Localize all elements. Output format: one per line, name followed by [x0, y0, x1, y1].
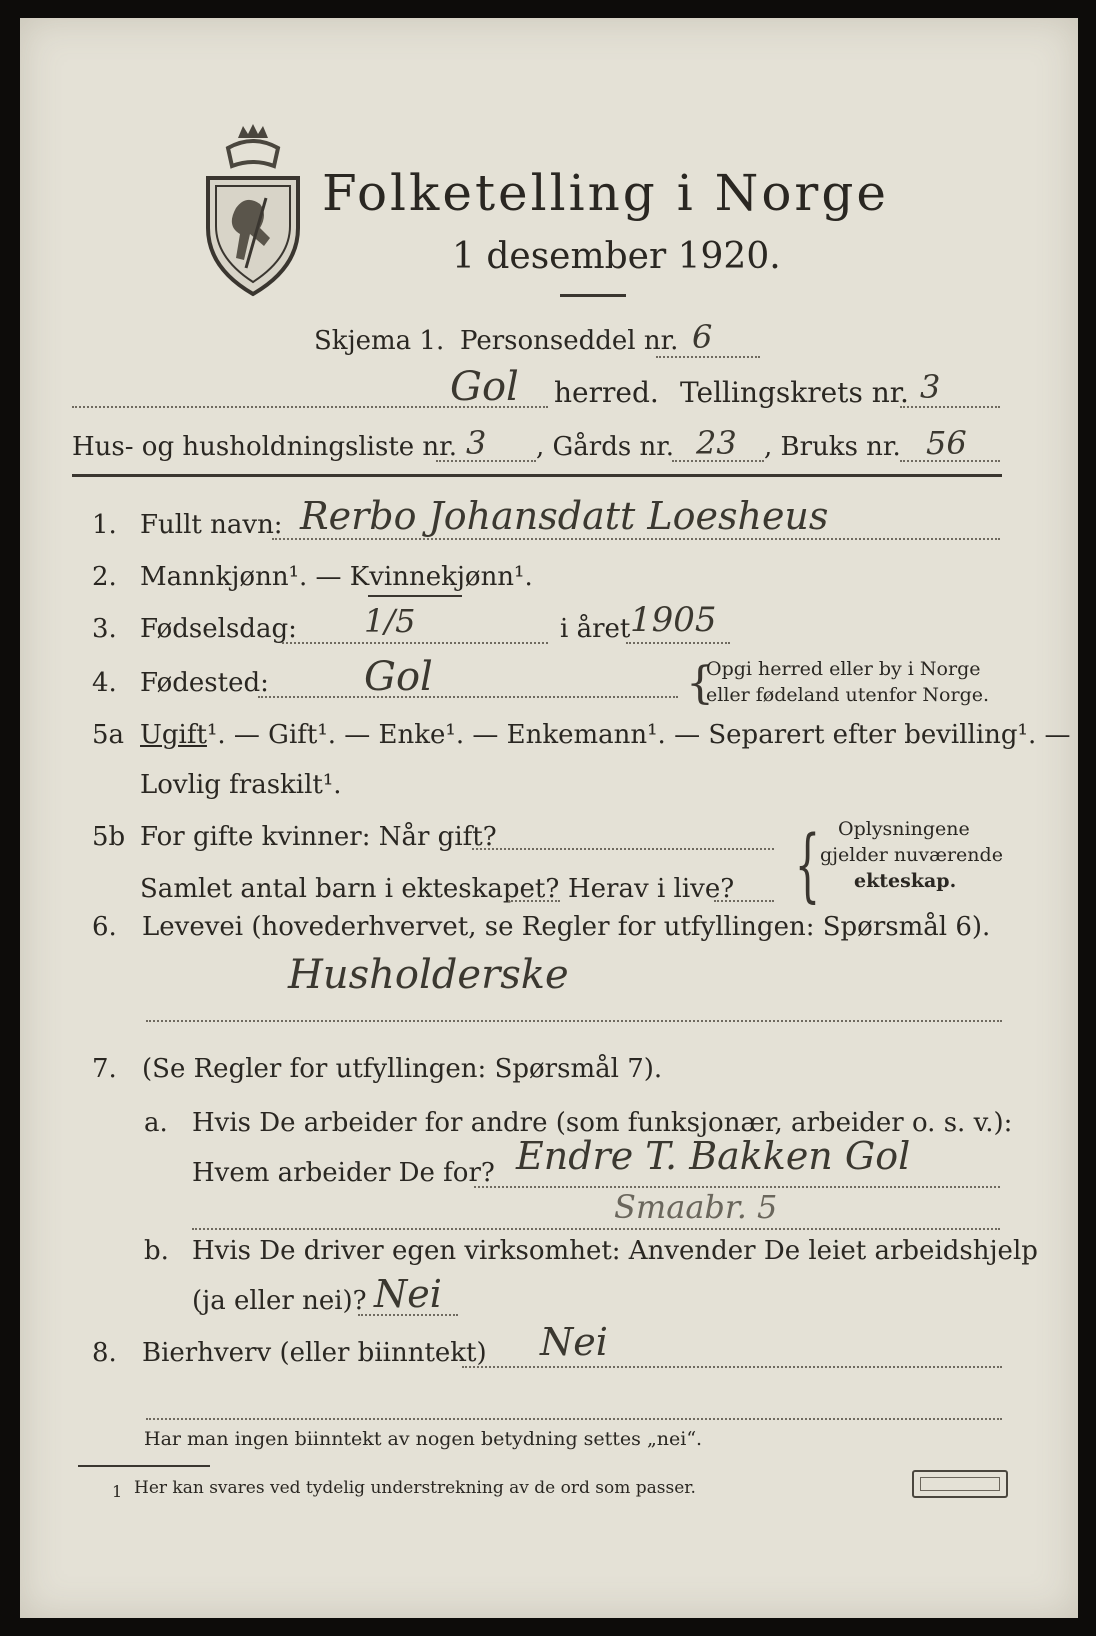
title-divider — [560, 294, 626, 297]
q4-value: Gol — [364, 654, 433, 700]
q7b-label: Hvis De driver egen virksomhet: Anvender De leiet arbeidshjelp — [192, 1236, 1038, 1266]
q6-value: Husholderske — [288, 952, 569, 998]
q5b-note-line1: Oplysningene — [838, 818, 970, 840]
q5b-label2: Samlet antal barn i ekteskapet? — [140, 874, 560, 904]
gards-value: 23 — [696, 424, 737, 462]
personseddel-line — [656, 356, 760, 358]
census-form — [20, 18, 1078, 1618]
form-date: 1 desember 1920. — [452, 236, 781, 277]
q5b-line3 — [714, 900, 774, 902]
q7b-label2: (ja eller nei)? — [192, 1286, 367, 1316]
q5b-note-line2: gjelder nuværende — [820, 844, 1003, 866]
q4-line — [258, 696, 678, 698]
q5a-number: 5a — [92, 720, 125, 750]
tellingskrets-value: 3 — [920, 368, 941, 406]
personseddel-value: 6 — [692, 318, 713, 356]
form-title: Folketelling i Norge — [322, 164, 889, 222]
q2-number: 2. — [92, 562, 117, 592]
q8-value: Nei — [540, 1320, 608, 1364]
q3-year-label: i året — [560, 614, 631, 644]
q7a-line2 — [192, 1228, 1000, 1230]
q7b-value: Nei — [374, 1272, 442, 1316]
bruks-label: , Bruks nr. — [764, 432, 901, 462]
q7-label: (Se Regler for utfyllingen: Spørsmål 7). — [142, 1054, 663, 1084]
liste-value: 3 — [466, 424, 487, 462]
q7b-letter: b. — [144, 1236, 169, 1266]
footnote-rule — [78, 1465, 210, 1467]
gards-label: , Gårds nr. — [536, 432, 675, 462]
printer-stamp-icon — [912, 1470, 1008, 1498]
q8-line2 — [146, 1418, 1002, 1420]
q1-label: Fullt navn: — [140, 510, 283, 540]
q4-label: Fødested: — [140, 668, 269, 698]
q5b-line2 — [508, 900, 560, 902]
q3-value: 1/5 — [364, 602, 416, 640]
q5b-line1 — [472, 848, 774, 850]
q8-line — [462, 1366, 1002, 1368]
norwegian-coat-of-arms-icon — [198, 118, 308, 298]
tellingskrets-label: Tellingskrets nr. — [680, 376, 909, 409]
herred-label: herred. — [554, 376, 659, 409]
q1-line — [272, 538, 1000, 540]
q5b-label1: For gifte kvinner: Når gift? — [140, 822, 497, 852]
q5a-line2: Lovlig fraskilt¹. — [140, 770, 342, 800]
q3-year-line — [626, 642, 730, 644]
q7a-value: Endre T. Bakken Gol — [516, 1134, 911, 1178]
q6-label: Levevei (hovederhvervet, se Regler for utfyllingen: Spørsmål 6). — [142, 912, 991, 942]
personseddel-label: Personseddel nr. — [460, 326, 679, 356]
schema-label: Skjema 1. — [314, 326, 445, 356]
q5a-options: ¹. — Gift¹. — Enke¹. — Enkemann¹. — Separert efter bevilling¹. — — [206, 720, 1071, 750]
q6-line — [146, 1020, 1002, 1022]
q4-note-line1: Opgi herred eller by i Norge — [706, 658, 981, 680]
q6-number: 6. — [92, 912, 117, 942]
q3-label: Fødselsdag: — [140, 614, 297, 644]
tellingskrets-line — [900, 406, 1000, 408]
q8-number: 8. — [92, 1338, 117, 1368]
bruks-value: 56 — [926, 424, 967, 462]
q3-year-value: 1905 — [630, 600, 717, 640]
q7a-label2: Hvem arbeider De for? — [192, 1158, 495, 1188]
q8-label: Bierhverv (eller biinntekt) — [142, 1338, 487, 1368]
q7a-label: Hvis De arbeider for andre (som funksjonær, arbeider o. s. v.): — [192, 1108, 1013, 1138]
header-rule — [72, 474, 1002, 477]
q4-number: 4. — [92, 668, 117, 698]
q4-brace: { — [686, 658, 714, 709]
q5b-brace: { — [794, 818, 821, 911]
q7-number: 7. — [92, 1054, 117, 1084]
q4-note-line2: eller fødeland utenfor Norge. — [706, 684, 990, 706]
q7a-letter: a. — [144, 1108, 168, 1138]
footer-note: Har man ingen biinntekt av nogen betydning settes „nei“. — [144, 1428, 703, 1450]
footnote-mark: 1 — [112, 1482, 123, 1501]
q3-number: 3. — [92, 614, 117, 644]
herred-value: Gol — [450, 364, 519, 410]
q7a-value2: Smaabr. 5 — [614, 1188, 778, 1226]
footnote-text: Her kan svares ved tydelig understrekning av de ord som passer. — [134, 1478, 696, 1498]
q2-label: Mannkjønn¹. — Kvinnekjønn¹. — [140, 562, 533, 592]
q3-line — [282, 642, 548, 644]
q5a-line1 — [140, 720, 1071, 750]
liste-label: Hus- og husholdningsliste nr. — [72, 432, 458, 462]
q5b-number: 5b — [92, 822, 126, 852]
kvinnekjonn-underline — [368, 595, 462, 597]
q1-value: Rerbo Johansdatt Loesheus — [300, 494, 829, 538]
q5a-ugift: Ugift — [140, 720, 207, 750]
q5b-label3: Herav i live? — [568, 874, 735, 904]
q1-number: 1. — [92, 510, 117, 540]
q5b-note-line3: ekteskap. — [854, 870, 957, 892]
